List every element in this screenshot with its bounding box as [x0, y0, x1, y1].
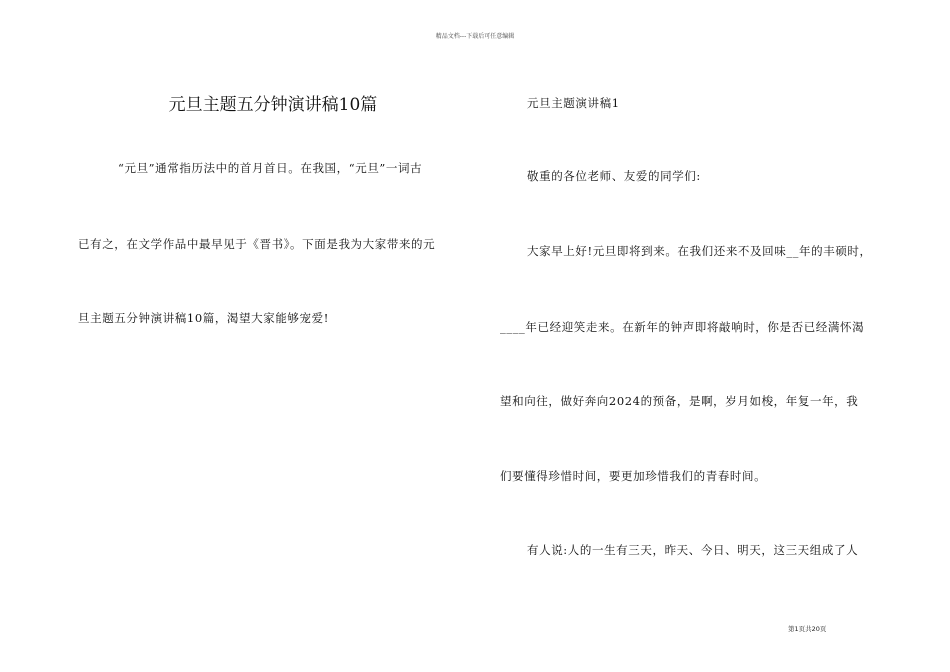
right-paragraph-line: 们要懂得珍惜时间，要更加珍惜我们的青春时间。 — [500, 469, 767, 483]
left-paragraph-line: 旦主题五分钟演讲稿10篇，渴望大家能够宠爱! — [78, 311, 329, 325]
header-note: 精品文档---下载后可任意编辑 — [435, 33, 515, 40]
right-paragraph-line: 望和向往，做好奔向2024的预备，是啊，岁月如梭，年复一年，我 — [500, 394, 859, 408]
page-number: 第1页共20页 — [788, 625, 827, 633]
document-title: 元旦主题五分钟演讲稿10篇 — [168, 95, 378, 115]
section-heading: 元旦主题演讲稿1 — [527, 96, 620, 110]
right-paragraph-line: 有人说:人的一生有三天，昨天、今日、明天，这三天组成了人 — [527, 543, 859, 557]
left-paragraph-line: 已有之，在文学作品中最早见于《晋书》。下面是我为大家带来的元 — [78, 237, 436, 251]
right-paragraph-line: ____年已经迎笑走来。在新年的钟声即将敲响时，你是否已经满怀渴 — [500, 320, 865, 334]
right-paragraph-line: 大家早上好!元旦即将到来。在我们还来不及回味__年的丰硕时， — [527, 244, 872, 258]
left-paragraph-line: “元旦”通常指历法中的首月首日。在我国，“元旦”一词古 — [118, 161, 423, 175]
right-paragraph-line: 敬重的各位老师、友爱的同学们: — [527, 169, 701, 183]
